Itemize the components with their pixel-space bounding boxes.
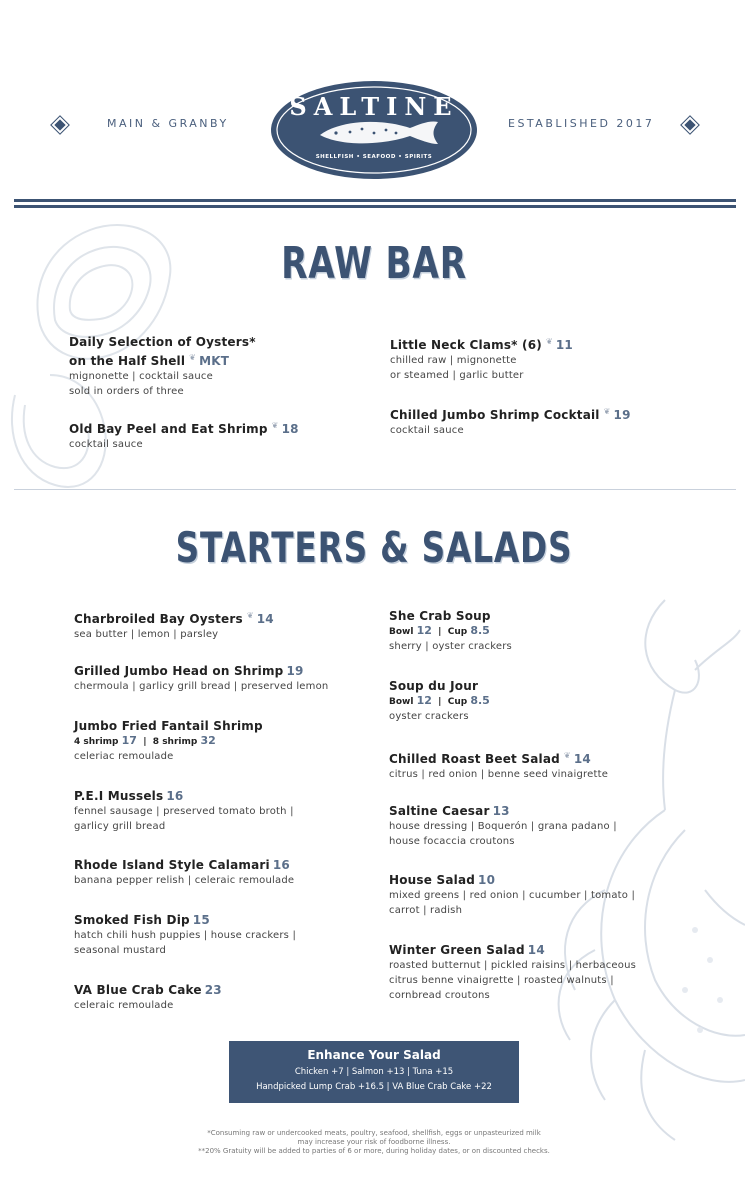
item-name: Rhode Island Style Calamari [74, 858, 270, 872]
item-desc: sherry | oyster crackers [389, 641, 512, 652]
menu-item [74, 663, 384, 694]
size-label: Bowl [389, 627, 414, 637]
item-desc: citrus benne vinaigrette | roasted walnuts | [389, 975, 614, 986]
item-name: She Crab Soup [389, 609, 491, 623]
item-name: Smoked Fish Dip [74, 913, 190, 927]
item-price: MKT [199, 354, 230, 368]
item-desc: banana pepper relish | celeraic remoulade [74, 875, 295, 886]
item-desc: sold in orders of three [69, 386, 184, 397]
item-name: House Salad [389, 873, 476, 887]
menu-item [389, 872, 699, 918]
established-text: ESTABLISHED 2017 [508, 117, 655, 130]
item-price: 13 [492, 804, 510, 818]
size-label: Bowl [389, 697, 414, 707]
item-price: 14 [527, 943, 545, 957]
item-name: on the Half Shell [69, 354, 186, 368]
menu-item [390, 404, 690, 438]
item-desc: celeriac remoulade [74, 751, 174, 762]
item-desc: cocktail sauce [69, 439, 143, 450]
menu-item [69, 418, 369, 452]
leaf-icon: ❦ [603, 407, 611, 416]
item-price: 10 [478, 873, 496, 887]
menu-item: Soup du Jour Bowl 12 | Cup 8.5 oyster crackers [389, 678, 689, 724]
item-name: Soup du Jour [389, 679, 479, 693]
header-rule [14, 205, 736, 208]
item-desc: oyster crackers [389, 711, 469, 722]
item-desc: seasonal mustard [74, 945, 167, 956]
menu-item [390, 334, 690, 383]
menu-item [74, 912, 374, 958]
leaf-icon: ❦ [563, 751, 571, 760]
item-desc: fennel sausage | preserved tomato broth | [74, 806, 294, 817]
item-desc: cocktail sauce [390, 425, 464, 436]
starters-title: STARTERS & SALADS [175, 523, 573, 572]
item-name: Charbroiled Bay Oysters [74, 612, 243, 626]
leaf-icon: ❦ [246, 611, 254, 620]
item-desc: carrot | radish [389, 905, 463, 916]
item-price: 14 [573, 752, 591, 766]
item-desc: or steamed | garlic butter [390, 370, 524, 381]
footnote: **20% Gratuity will be added to parties of 6 or more, during holiday dates, or on discounted checks. [198, 1147, 550, 1155]
enhance-title: Enhance Your Salad [307, 1048, 441, 1062]
size-price: 8.5 [470, 624, 490, 637]
item-desc: hatch chili hush puppies | house crackers | [74, 930, 297, 941]
size-price: 12 [416, 624, 432, 637]
item-name: Saltine Caesar [389, 804, 490, 818]
size-label: 4 shrimp [74, 737, 119, 747]
item-desc: house dressing | Boquerón | grana padano | [389, 821, 617, 832]
menu-item: She Crab Soup Bowl 12 | Cup 8.5 sherry | oyster crackers [389, 608, 689, 654]
enhance-salad-box [229, 1041, 519, 1103]
header-rule [14, 199, 736, 202]
item-desc: mixed greens | red onion | cucumber | tomato | [389, 890, 636, 901]
item-price: 16 [166, 789, 184, 803]
item-desc: citrus | red onion | benne seed vinaigrette [389, 769, 609, 780]
leaf-icon: ❦ [271, 421, 279, 430]
leaf-icon: ❦ [545, 337, 553, 346]
item-price: 15 [192, 913, 210, 927]
menu-item [389, 748, 689, 782]
size-label: Cup [447, 697, 468, 707]
menu-item [389, 942, 699, 1003]
raw-bar-title: RAW BAR [281, 238, 467, 289]
item-desc: celeraic remoulade [74, 1000, 174, 1011]
item-name: P.E.I Mussels [74, 789, 164, 803]
item-desc: garlicy grill bread [74, 821, 166, 832]
item-name: Winter Green Salad [389, 943, 525, 957]
item-price: 19 [286, 664, 304, 678]
menu-item [389, 803, 689, 849]
section-rule [14, 489, 736, 490]
leaf-icon: ❦ [189, 353, 197, 362]
item-name: Chilled Jumbo Shrimp Cocktail [390, 408, 600, 422]
logo-tagline: SHELLFISH • SEAFOOD • SPIRITS [315, 154, 433, 160]
item-name: VA Blue Crab Cake [74, 983, 202, 997]
size-price: 8.5 [470, 694, 490, 707]
item-name: Little Neck Clams* (6) [390, 338, 542, 352]
crab-illustration [545, 590, 745, 1150]
item-price: 19 [613, 408, 631, 422]
item-name: Daily Selection of Oysters* [69, 335, 256, 349]
item-desc: roasted butternut | pickled raisins | herbaceous [389, 960, 637, 971]
location-text: MAIN & GRANBY [107, 117, 229, 130]
item-price: 11 [555, 338, 573, 352]
item-name: Grilled Jumbo Head on Shrimp [74, 664, 284, 678]
logo-name: SALTINE [289, 92, 459, 121]
menu-item [74, 788, 374, 834]
size-label: 8 shrimp [152, 737, 198, 747]
menu-item [74, 857, 374, 888]
menu-item: Jumbo Fried Fantail Shrimp 4 shrimp 17 | 8 shrimp 32 celeriac remoulade [74, 718, 374, 764]
item-desc: chilled raw | mignonette [390, 355, 517, 366]
item-name: Old Bay Peel and Eat Shrimp [69, 422, 268, 436]
footnote: may increase your risk of foodborne illness. [297, 1138, 451, 1146]
item-name: Chilled Roast Beet Salad [389, 752, 560, 766]
item-price: 14 [256, 612, 274, 626]
item-desc: mignonette | cocktail sauce [69, 371, 213, 382]
item-price: 18 [281, 422, 299, 436]
item-desc: sea butter | lemon | parsley [74, 629, 219, 640]
menu-item [74, 982, 374, 1013]
enhance-line: Handpicked Lump Crab +16.5 | VA Blue Crab Cake +22 [256, 1082, 492, 1092]
diamond-icon [52, 117, 69, 134]
item-price: 16 [272, 858, 290, 872]
enhance-line: Chicken +7 | Salmon +13 | Tuna +15 [294, 1067, 454, 1077]
size-price: 32 [200, 734, 216, 747]
item-price: 23 [204, 983, 222, 997]
size-price: 17 [121, 734, 137, 747]
size-price: 12 [416, 694, 432, 707]
diamond-icon [682, 117, 699, 134]
item-desc: house focaccia croutons [389, 836, 515, 847]
menu-item [69, 334, 369, 399]
item-desc: chermoula | garlicy grill bread | preserved lemon [74, 681, 329, 692]
size-label: Cup [447, 627, 468, 637]
item-desc: cornbread croutons [389, 990, 490, 1001]
footnote: *Consuming raw or undercooked meats, poultry, seafood, shellfish, eggs or unpasteurized milk [207, 1129, 541, 1137]
menu-item [74, 608, 374, 642]
item-name: Jumbo Fried Fantail Shrimp [74, 719, 263, 733]
